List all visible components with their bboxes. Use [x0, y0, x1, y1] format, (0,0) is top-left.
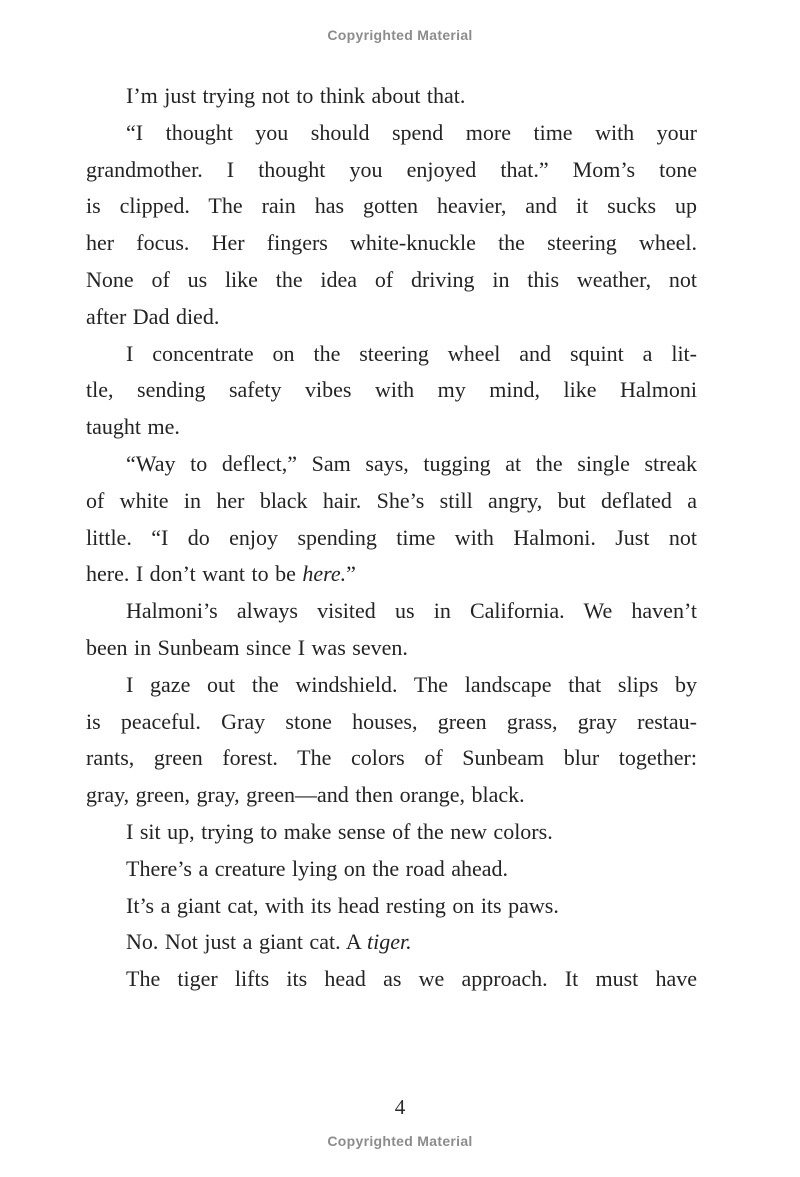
text-line: [86, 78, 697, 115]
text-line: [86, 262, 697, 299]
text-segment: I concentrate on the steering wheel and squint a lit-: [126, 340, 697, 366]
text-segment: Halmoni’s always visited us in California. We haven’t: [126, 598, 697, 624]
text-segment: tle, sending safety vibes with my mind, like Halmoni: [86, 377, 697, 403]
text-segment: after Dad died.: [86, 303, 220, 329]
text-segment: It’s a giant cat, with its head resting on its paws.: [126, 892, 559, 918]
text-line: [86, 556, 697, 593]
text-line: [86, 888, 697, 925]
text-line: [86, 225, 697, 262]
text-line: [86, 446, 697, 483]
text-line: [86, 372, 697, 409]
text-line: [86, 593, 697, 630]
italic-text-segment: here.: [302, 561, 347, 587]
text-segment: grandmother. I thought you enjoyed that.” Mom’s tone: [86, 156, 697, 182]
copyright-notice-bottom: Copyrighted Material: [327, 1133, 473, 1149]
text-segment: ”: [346, 561, 356, 587]
text-line: [86, 777, 697, 814]
text-line: [86, 814, 697, 851]
text-segment: rants, green forest. The colors of Sunbeam blur together:: [86, 745, 697, 771]
text-line: [86, 851, 697, 888]
page-number: 4: [394, 1095, 406, 1119]
copyright-notice-top: Copyrighted Material: [327, 27, 473, 43]
italic-text-segment: tiger.: [367, 929, 412, 955]
text-line: [86, 188, 697, 225]
text-line: [86, 483, 697, 520]
text-segment: There’s a creature lying on the road ahead.: [126, 855, 509, 881]
text-line: [86, 520, 697, 557]
text-line: [86, 667, 697, 704]
text-line: [86, 924, 697, 961]
text-segment: No. Not just a giant cat. A: [126, 929, 368, 955]
text-segment: been in Sunbeam since I was seven.: [86, 634, 408, 660]
text-segment: little. “I do enjoy spending time with Halmoni. Just not: [86, 524, 697, 550]
text-segment: of white in her black hair. She’s still angry, but deflated a: [86, 487, 697, 513]
text-line: [86, 115, 697, 152]
text-segment: is clipped. The rain has gotten heavier, and it sucks up: [86, 193, 697, 219]
text-segment: I sit up, trying to make sense of the new colors.: [126, 818, 553, 844]
text-segment: “I thought you should spend more time with your: [126, 119, 697, 145]
text-line: [86, 961, 697, 998]
text-segment: None of us like the idea of driving in this weather, not: [86, 266, 697, 292]
text-segment: I gaze out the windshield. The landscape that slips by: [126, 671, 697, 697]
text-segment: “Way to deflect,” Sam says, tugging at the single streak: [126, 450, 697, 476]
text-segment: I’m just trying not to think about that.: [126, 83, 466, 108]
text-line: [86, 152, 697, 189]
text-segment: here. I don’t want to be: [86, 561, 303, 587]
text-line: [86, 740, 697, 777]
text-line: [86, 299, 697, 336]
text-line: [86, 409, 697, 446]
text-segment: gray, green, gray, green—and then orange, black.: [86, 782, 525, 808]
text-line: [86, 336, 697, 373]
text-segment: The tiger lifts its head as we approach. It must have: [126, 966, 697, 992]
text-segment: her focus. Her fingers white-knuckle the steering wheel.: [86, 230, 697, 256]
text-line: [86, 630, 697, 667]
text-segment: taught me.: [86, 414, 180, 440]
text-line: [86, 704, 697, 741]
text-segment: is peaceful. Gray stone houses, green grass, gray restau-: [86, 708, 697, 734]
body-text: [86, 78, 697, 998]
